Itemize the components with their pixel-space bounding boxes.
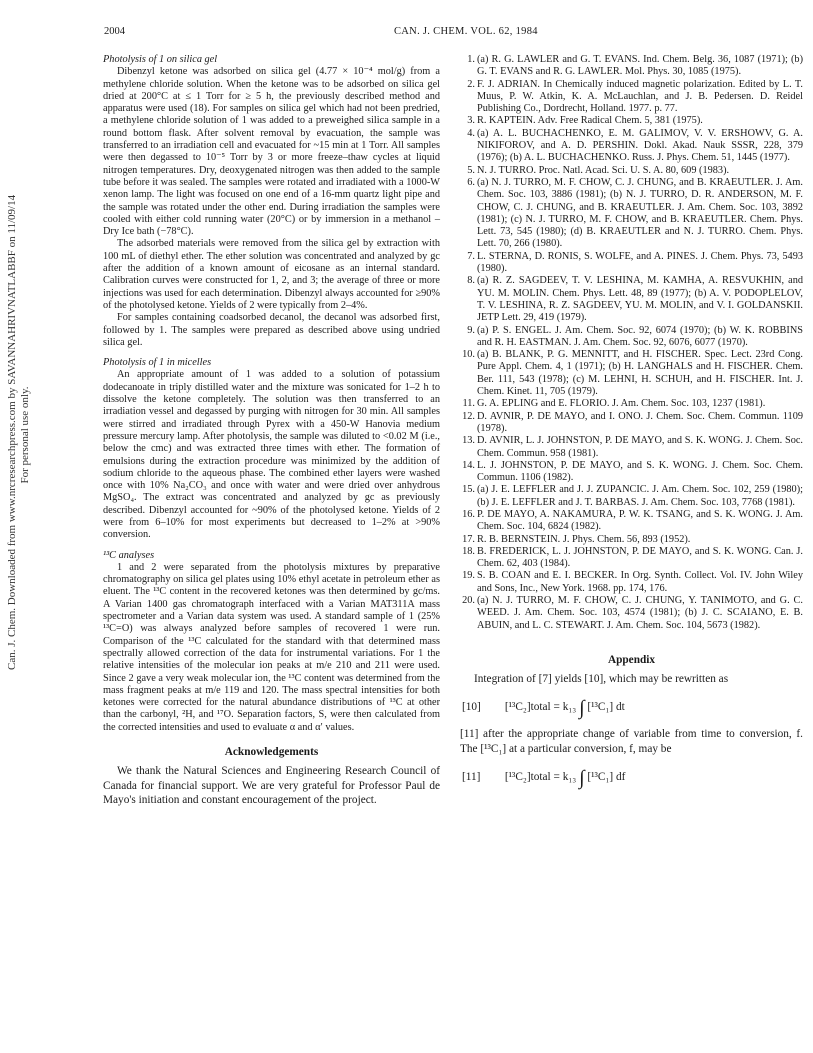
reference-item bbox=[460, 251, 803, 276]
reference-text: L. J. JOHNSTON, P. DE MAYO, and S. K. WONG. J. Chem. Soc. Chem. Commun. 1106 (1982). bbox=[477, 459, 803, 484]
journal-citation: CAN. J. CHEM. VOL. 62, 1984 bbox=[394, 26, 538, 37]
reference-text: B. FREDERICK, L. J. JOHNSTON, P. DE MAYO, and S. K. WONG. Can. J. Chem. 62, 403 (1984). bbox=[477, 545, 803, 570]
reference-text: D. AVNIR, L. J. JOHNSTON, P. DE MAYO, and S. K. WONG. J. Chem. Soc. Chem. Commun. 958 (1981). bbox=[477, 435, 803, 459]
section-title-13c: ¹³C analyses bbox=[103, 549, 155, 561]
equation-rhs: [¹³C₁] df bbox=[587, 770, 626, 783]
reference-item bbox=[460, 398, 803, 410]
reference-item bbox=[460, 177, 803, 251]
reference-text: F. J. ADRIAN. In Chemically induced magnetic polarization. Edited by L. T. Muus, P. W. Atkin, K. A. McLauchlan, and J. B. Pedersen. D. Reidel Publishing Co., Dordrecht, Holland. 1977. p. 77. bbox=[477, 78, 803, 115]
reference-text: S. B. COAN and E. I. BECKER. In Org. Synth. Collect. Vol. IV. John Wiley and Sons, Inc., New York. 1968. pp. 174, 176. bbox=[477, 570, 803, 594]
right-column bbox=[460, 54, 803, 797]
reference-item bbox=[460, 484, 803, 509]
paragraph: Dibenzyl ketone was adsorbed on silica gel (4.77 × 10⁻⁴ mol/g) from a methylene chloride solution. When the ketone was to be adsorbed on silica gel dried at 200°C at ≤ 1 Torr for ≥ 5 h, the previously described method and apparatus were used (18). For samples on silica gel which had not been predried, a methylene chloride solution of 1 was added to a preweighed silica sample in a round bottom flask. After solvent removal by evacuation, the sample was transferred to an irradiation cell and evacuated for ~15 min at 1 Torr. All samples were then degassed to 10⁻⁵ Torr by 3 or more freeze–thaw cycles at liquid nitrogen temperatures. Dry, deoxygenated nitrogen was then added to the sample tube before it was sealed. The samples were rotated and irradiated with a 1000-W xenon lamp. The light was focused on one end of a 16-mm quartz light pipe and the sample was rotated under the other end. During irradiation the samples were cooled with either cold running water (20°C) or by immersion in a methanol – Dry Ice bath (−78°C). bbox=[103, 66, 440, 238]
reference-item bbox=[460, 54, 803, 79]
reference-number: 11. bbox=[462, 398, 475, 410]
appendix-heading: Appendix bbox=[607, 653, 656, 666]
reference-number: 16. bbox=[462, 508, 475, 520]
appendix-paragraph: [11] after the appropriate change of variable from time to conversion, f. The [¹³C₁] at a particular conversion, f, may be bbox=[460, 728, 803, 755]
paragraph: 1 and 2 were separated from the photolysis mixtures by preparative chromatography on silica gel plates using 10% ethyl acetate in petroleum ether as eluent. The ¹³C content in the recovered ketones was then determined by gc/ms. A Varian 1400 gas chromatograph interfaced with a Varian MAT311A mass spectrometer and a Varian data system was used. A standard sample of 1 (25% ¹³C=O) was always analyzed before samples of recovered 1 were run. Comparison of the ¹³C calculated for the standard with that determined mass spectrally allowed correction of the data for instrumental variations. For 1 the relative intensities of the molecular ion peaks at m/e 210 and 211 were used. Since 2 gave a very weak molecular ion, the ¹³C content was determined from the mass fragment peaks at m/e 119 and 120. The mass spectral intensities for both ketones were corrected for the natural abundance distributions of ¹³C at other than the carbonyl, ²H, and ¹⁷O. Separation factors, S, were then calculated from the corrected intensities and used to evaluate α and α′ values. bbox=[103, 561, 440, 733]
reference-number: 14. bbox=[462, 459, 475, 471]
reference-number: 15. bbox=[462, 484, 475, 496]
reference-number: 20. bbox=[462, 595, 475, 607]
running-header bbox=[104, 26, 804, 42]
equation-number: [10] bbox=[462, 701, 481, 714]
reference-text: N. J. TURRO. Proc. Natl. Acad. Sci. U. S. A. 80, 609 (1983). bbox=[477, 164, 730, 176]
reference-text: (a) N. J. TURRO, M. F. CHOW, C. J. CHUNG, and B. KRAEUTLER. J. Am. Chem. Soc. 103, 3886 (1981); (b) N. J. TURRO, D. R. ANDERSON, M. F. CHOW, C. J. CHUNG, and B. KRAEUTLER. J. Am. Chem. Soc. 103, 3892 (1981); (c) N. J. TURRO, M. F. CHOW, and B. KRAEUTLER. Chem. Phys. Lett. 73, 545 (1980); (d) B. KRAEUTLER and N. J. TURRO. Chem. Phys. Lett. 70, 266 (1980). bbox=[477, 176, 803, 250]
watermark-line-1: Can. J. Chem. Downloaded from www.nrcresearchpress.com by SAVANNAHRIVNATLABBF on 11/09/14 bbox=[6, 194, 18, 670]
download-watermark bbox=[6, 194, 36, 670]
watermark-line-2: For personal use only. bbox=[19, 386, 31, 484]
integral-sign: ∫ bbox=[579, 766, 585, 789]
reference-item bbox=[460, 411, 803, 436]
reference-number: 1. bbox=[467, 54, 475, 65]
reference-item bbox=[460, 435, 803, 460]
equation-11 bbox=[462, 766, 803, 789]
reference-number: 7. bbox=[467, 250, 475, 262]
section-title-silica: Photolysis of 1 on silica gel bbox=[103, 54, 218, 65]
reference-number: 17. bbox=[462, 533, 475, 545]
reference-list bbox=[460, 54, 803, 632]
reference-number: 2. bbox=[467, 78, 475, 90]
reference-text: (a) J. E. LEFFLER and J. J. ZUPANCIC. J. Am. Chem. Soc. 102, 259 (1980); (b) J. E. LEFFLER and J. T. BARBAS. J. Am. Chem. Soc. 103, 7768 (1981). bbox=[477, 484, 803, 508]
reference-item bbox=[460, 165, 803, 177]
equation-lhs: [¹³C₂]total = k₁₃ bbox=[504, 701, 577, 714]
reference-text: L. STERNA, D. RONIS, S. WOLFE, and A. PINES. J. Chem. Phys. 73, 5493 (1980). bbox=[477, 250, 803, 275]
reference-item bbox=[460, 128, 803, 165]
reference-text: R. KAPTEIN. Adv. Free Radical Chem. 5, 381 (1975). bbox=[477, 115, 703, 127]
reference-item bbox=[460, 115, 803, 127]
acknowledgements-heading: Acknowledgements bbox=[224, 746, 319, 759]
section-title-micelles: Photolysis of 1 in micelles bbox=[103, 357, 212, 369]
reference-text: (a) A. L. BUCHACHENKO, E. M. GALIMOV, V. V. ERSHOWV, G. A. NIKIFOROV, and A. D. PERSHIN. Dokl. Akad. Nauk SSSR, 228, 379 (1976); (b) A. L. BUCHACHENKO. Russ. J. Phys. Chem. 51, 1445 (1977). bbox=[477, 127, 803, 164]
reference-text: R. B. BERNSTEIN. J. Phys. Chem. 56, 893 (1952). bbox=[477, 533, 691, 545]
equation-rhs: [¹³C₁] dt bbox=[587, 701, 625, 714]
appendix-intro: Integration of [7] yields [10], which may be rewritten as bbox=[474, 673, 729, 686]
reference-item bbox=[460, 79, 803, 116]
reference-text: D. AVNIR, P. DE MAYO, and I. ONO. J. Chem. Soc. Chem. Commun. 1109 (1978). bbox=[477, 410, 803, 434]
reference-number: 3. bbox=[467, 115, 475, 127]
reference-number: 18. bbox=[462, 545, 475, 557]
reference-text: (a) P. S. ENGEL. J. Am. Chem. Soc. 92, 6074 (1970); (b) W. K. ROBBINS and R. H. EASTMAN. J. Am. Chem. Soc. 92, 6076, 6077 (1970). bbox=[477, 324, 803, 348]
reference-number: 8. bbox=[467, 275, 475, 287]
integral-sign: ∫ bbox=[579, 697, 585, 720]
left-column bbox=[103, 54, 440, 807]
reference-text: (a) B. BLANK, P. G. MENNITT, and H. FISCHER. Spec. Lect. 23rd Cong. Pure Appl. Chem. 4, 1 (1971); (b) H. LANGHALS and H. FISCHER. Chem. Ber. 111, 543 (1978); (c) M. LEHNI, H. SCHUH, and H. FISCHER. Int. J. Chem. Kinet. 11, 705 (1979). bbox=[477, 349, 803, 398]
equation-number: [11] bbox=[462, 770, 481, 783]
reference-number: 5. bbox=[467, 164, 475, 176]
reference-item bbox=[460, 349, 803, 398]
reference-number: 13. bbox=[462, 435, 475, 447]
reference-number: 12. bbox=[462, 410, 475, 422]
paragraph: An appropriate amount of 1 was added to a solution of potassium dodecanoate in triply distilled water and the mixture was sonicated for 1–2 h to dissolve the ketone completely. The solution was then transferred to an irradiation vessel and degassed by purging with nitrogen for 30 min. All samples were stirred and irradiated through Pyrex with a 450-W Hanovia medium pressure mercury lamp. After photolysis, the sample was diluted to <0.02 M (i.e., below the cmc) and was extracted three times with ether. The formation of emulsions during the extraction procedure was minimized by the addition of sodium chloride to the aqueous phase. The combined ether layers were washed once with 10% Na₂CO₃ and once with water and were dried over anhydrous MgSO₄. The extract was concentrated and analyzed by gc as previously described. Dibenzyl accounted for ~90% of the photolysed ketone. Yields of 2 were from 6–10% for most experiments but decreased to 1–2% at >90% conversion. bbox=[103, 369, 440, 541]
page-number: 2004 bbox=[104, 26, 125, 37]
reference-item bbox=[460, 595, 803, 632]
reference-item bbox=[460, 534, 803, 546]
reference-text: (a) N. J. TURRO, M. F. CHOW, C. J. CHUNG, Y. TANIMOTO, and G. C. WEED. J. Am. Chem. Soc. 103, 4574 (1981); (b) J. C. SCAIANO, E. B. ABUIN, and L. C. STEWART. J. Am. Chem. Soc. 104, 5673 (1982). bbox=[477, 595, 803, 631]
equation-10 bbox=[462, 697, 803, 720]
reference-number: 4. bbox=[467, 127, 475, 139]
reference-item bbox=[460, 460, 803, 485]
reference-number: 6. bbox=[467, 176, 475, 188]
reference-item bbox=[460, 275, 803, 324]
reference-number: 9. bbox=[467, 324, 475, 336]
acknowledgements-text: We thank the Natural Sciences and Engineering Research Council of Canada for financial support. We are very grateful for Professor Paul de Mayo's initiation and constant encouragement of the project. bbox=[103, 765, 440, 806]
reference-text: (a) R. G. LAWLER and G. T. EVANS. Ind. Chem. Belg. 36, 1087 (1971); (b) G. T. EVANS and R. G. LAWLER. Mol. Phys. 30, 1085 (1975). bbox=[477, 54, 803, 78]
paragraph: For samples containing coadsorbed decanol, the decanol was adsorbed first, followed by 1. The samples were prepared as described above using undried silica gel. bbox=[103, 312, 440, 348]
reference-text: G. A. EPLING and E. FLORIO. J. Am. Chem. Soc. 103, 1237 (1981). bbox=[477, 398, 766, 410]
reference-number: 10. bbox=[462, 349, 475, 361]
reference-item bbox=[460, 570, 803, 595]
paragraph: The adsorbed materials were removed from the silica gel by extraction with 100 mL of diethyl ether. The ether solution was concentrated and analyzed by gc after the addition of a known amount of eicosane as an internal standard. Calibration curves were constructed for 1, 2, and 3; the average of three or more injections was used for each determination. Dibenzyl always accounted for ≥90% of the photolysed ketone. Yields of 2 were typically from 2–4%. bbox=[103, 238, 440, 311]
reference-text: (a) R. Z. SAGDEEV, T. V. LESHINA, M. KAMHA, A. RESVUKHIN, and YU. M. MOLIN. Chem. Phys. Lett. 48, 89 (1977); (b) A. V. PODOPLELOV, T. V. LESHINA, R. Z. SAGDEEV, YU. M. MOLIN, and V. I. GOLDANSKII. JETP Lett. 29, 419 (1979). bbox=[477, 275, 803, 324]
reference-item bbox=[460, 325, 803, 350]
reference-text: P. DE MAYO, A. NAKAMURA, P. W. K. TSANG, and S. K. WONG. J. Am. Chem. Soc. 104, 6824 (1982). bbox=[477, 508, 803, 533]
reference-item bbox=[460, 546, 803, 571]
reference-item bbox=[460, 509, 803, 534]
reference-number: 19. bbox=[462, 570, 475, 582]
equation-lhs: [¹³C₂]total = k₁₃ bbox=[504, 770, 577, 783]
